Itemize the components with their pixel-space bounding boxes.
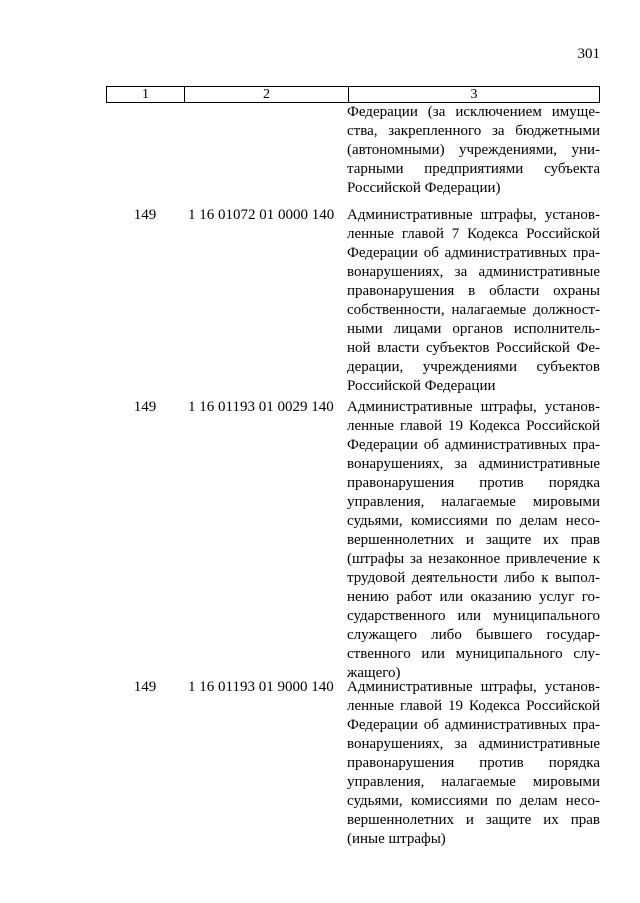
text-line: (автономными) учреждениями, уни- xyxy=(347,142,600,158)
budget-code: 1 16 01072 01 0000 140 xyxy=(188,207,335,223)
text-line: служащего либо бывшего государ- xyxy=(347,627,600,643)
text-line: вонарушениях, за административные xyxy=(347,456,600,472)
text-line: трудовой деятельности либо к выпол- xyxy=(347,570,600,586)
text-line: Административные штрафы, установ- xyxy=(347,399,600,415)
text-line: управления, налагаемые мировыми xyxy=(347,774,600,790)
row-number: 149 xyxy=(133,399,157,415)
column-header-3: 3 xyxy=(470,87,478,102)
text-line: вонарушениях, за административные xyxy=(347,736,600,752)
text-line: тарными предприятиями субъекта xyxy=(347,161,600,177)
column-header-2: 2 xyxy=(185,87,349,102)
text-line: Федерации об административных пра- xyxy=(347,437,600,453)
text-line: собственности, налагаемые должност- xyxy=(347,302,600,318)
text-line: Административные штрафы, установ- xyxy=(347,207,600,223)
text-line: нению работ или оказанию услуг го- xyxy=(347,589,600,605)
text-line: Российской Федерации xyxy=(347,378,496,394)
column-header-1: 1 xyxy=(107,87,185,102)
text-line: Федерации (за исключением имуще- xyxy=(347,104,600,120)
row-description xyxy=(347,206,600,396)
text-line: ными лицами органов исполнитель- xyxy=(347,321,600,337)
text-line: вонарушениях, за административные xyxy=(347,264,600,280)
text-line: правонарушения против порядка xyxy=(347,755,600,771)
text-line: жащего) xyxy=(347,665,401,681)
text-line: вершеннолетних и защите их прав xyxy=(347,532,600,548)
row-number: 149 xyxy=(133,679,157,695)
text-line: судьями, комиссиями по делам несо- xyxy=(347,513,600,529)
text-line: дерации, учреждениями субъектов xyxy=(347,359,600,375)
continuation-text xyxy=(347,103,600,198)
row-number: 149 xyxy=(133,207,157,223)
text-line: (иные штрафы) xyxy=(347,831,446,847)
text-line: Федерации об административных пра- xyxy=(347,717,600,733)
row-description xyxy=(347,678,600,849)
text-line: правонарушения в области охраны xyxy=(347,283,600,299)
budget-code: 1 16 01193 01 9000 140 xyxy=(188,679,334,695)
text-line: ленные главой 7 Кодекса Российской xyxy=(347,226,600,242)
text-line: ной власти субъектов Российской Фе- xyxy=(347,340,600,356)
text-line: ства, закрепленного за бюджетными xyxy=(347,123,600,139)
text-line: сударственного или муниципального xyxy=(347,608,600,624)
text-line: Федерации об административных пра- xyxy=(347,245,600,261)
text-line: управления, налагаемые мировыми xyxy=(347,494,600,510)
text-line: вершеннолетних и защите их прав xyxy=(347,812,600,828)
text-line: судьями, комиссиями по делам несо- xyxy=(347,793,600,809)
text-line: (штрафы за незаконное привлечение к xyxy=(347,551,600,567)
text-line: ленные главой 19 Кодекса Российской xyxy=(347,698,600,714)
text-line: Российской Федерации) xyxy=(347,180,501,196)
text-line: Административные штрафы, установ- xyxy=(347,679,600,695)
page-number: 301 xyxy=(577,46,600,62)
text-line: ленные главой 19 Кодекса Российской xyxy=(347,418,600,434)
text-line: ственного или муниципального слу- xyxy=(347,646,600,662)
table-header xyxy=(106,86,600,103)
row-description xyxy=(347,398,600,683)
budget-code: 1 16 01193 01 0029 140 xyxy=(188,399,334,415)
text-line: правонарушения против порядка xyxy=(347,475,600,491)
